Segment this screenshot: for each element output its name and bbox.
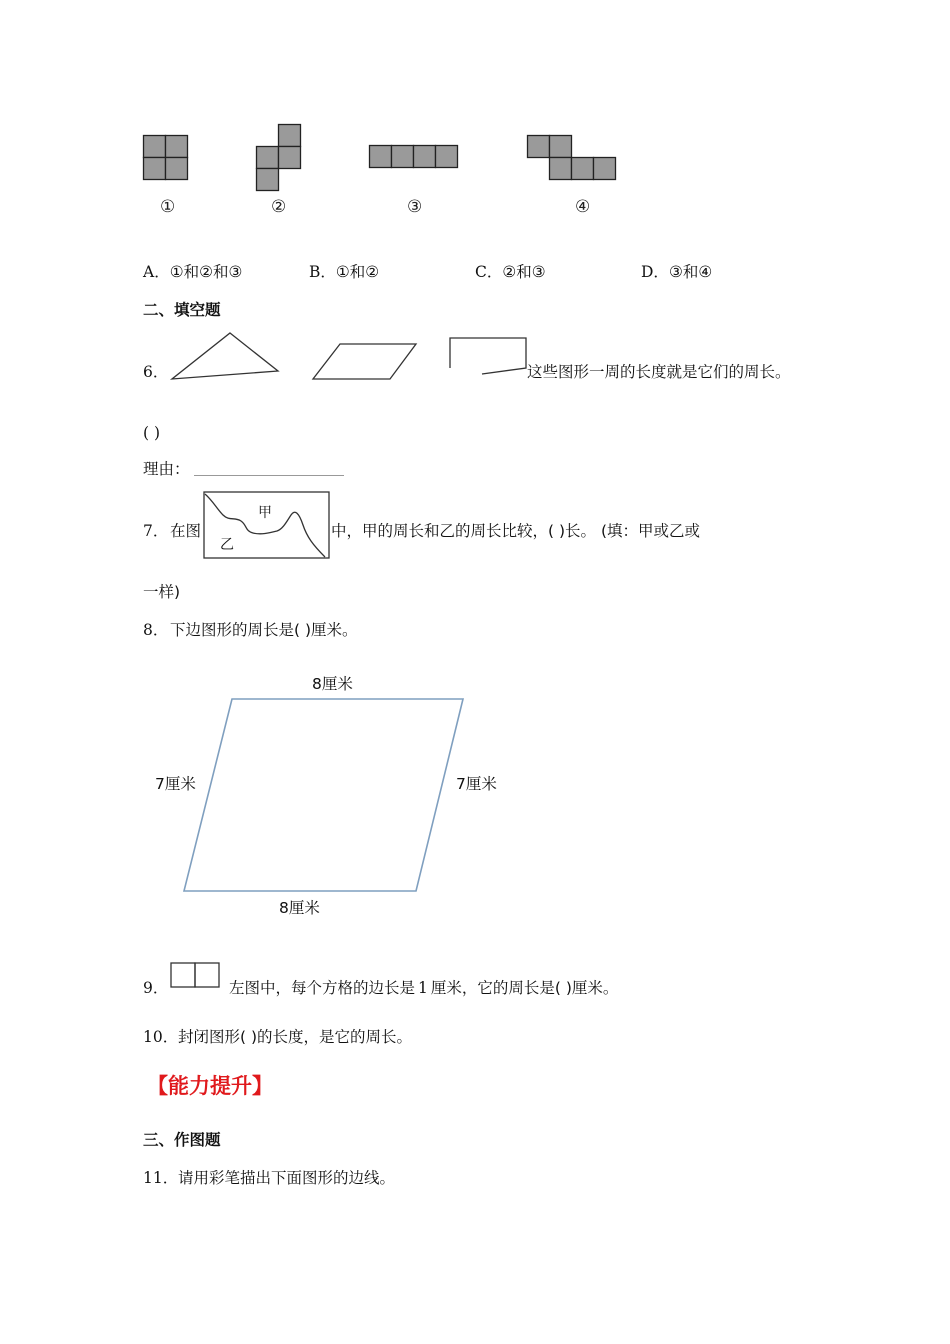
option-text: ③和④ — [668, 263, 713, 281]
q5-label-2: ② — [271, 197, 287, 217]
q11-text: 请用彩笔描出下面图形的边线。 — [178, 1169, 396, 1187]
q10-number: 10． — [143, 1028, 179, 1046]
q6-statement: 这些图形一周的长度就是它们的周长。 — [527, 363, 791, 381]
q8-side-top: 8厘米 — [312, 675, 353, 693]
q8-number: 8． — [143, 621, 169, 639]
q6-answer-blank[interactable]: ( ) — [143, 424, 161, 442]
q7-label-jia: 甲 — [258, 505, 272, 521]
q9-two-squares — [170, 962, 222, 990]
q9-number-one: 1 — [418, 979, 428, 997]
option-text: ①和② — [335, 263, 380, 281]
q8-parallelogram — [180, 695, 470, 897]
option-letter: D． — [641, 263, 669, 281]
q7-label-yi: 乙 — [220, 537, 234, 553]
q6-parallelogram — [310, 342, 420, 382]
q6-reason-label: 理由： — [143, 460, 190, 478]
q5-option-b[interactable] — [309, 262, 379, 282]
q8-side-left: 7厘米 — [155, 775, 196, 793]
q5-figure-3 — [369, 145, 459, 169]
q11-number: 11． — [143, 1169, 179, 1187]
section-3-title: 三、作图题 — [143, 1131, 221, 1149]
q5-figure-2 — [256, 124, 302, 192]
option-letter: C． — [475, 263, 503, 281]
q5-label-1: ① — [160, 197, 176, 217]
q7-prefix: 在图 — [170, 522, 202, 540]
section-2-title: 二、填空题 — [143, 301, 221, 319]
q5-figure-4 — [527, 135, 617, 181]
q8-side-right: 7厘米 — [456, 775, 497, 793]
q5-label-4: ④ — [575, 197, 591, 217]
q5-label-3: ③ — [407, 197, 423, 217]
q8-text: 下边图形的周长是( )厘米。 — [170, 621, 358, 639]
q9-text — [229, 978, 618, 998]
option-text: ②和③ — [502, 263, 546, 281]
q9-text-a: 左图中，每个方格的边长是 — [229, 979, 416, 997]
q8-side-bottom: 8厘米 — [279, 899, 320, 917]
q6-reason-line[interactable] — [194, 475, 344, 476]
q6-triangle — [168, 331, 283, 383]
q10-text: 封闭图形( )的长度，是它的周长。 — [178, 1028, 413, 1046]
q9-number: 9． — [143, 979, 169, 997]
q7-text: 中，甲的周长和乙的周长比较，( )长。 (填：甲或乙或 — [331, 522, 700, 540]
q5-option-d[interactable] — [641, 262, 712, 282]
option-text: ①和②和③ — [169, 263, 243, 281]
q9-text-b: 厘米，它的周长是( )厘米。 — [430, 979, 619, 997]
option-letter: B． — [309, 263, 336, 281]
q6-open-figure — [447, 336, 531, 378]
q5-option-c[interactable] — [475, 262, 546, 282]
q5-figure-1 — [143, 135, 189, 181]
option-letter: A． — [143, 263, 170, 281]
q5-option-a[interactable] — [143, 262, 242, 282]
q7-number: 7． — [143, 522, 169, 540]
ability-title: 【能力提升】 — [147, 1074, 273, 1098]
q7-continuation: 一样) — [143, 583, 181, 601]
q6-number: 6． — [143, 363, 169, 381]
